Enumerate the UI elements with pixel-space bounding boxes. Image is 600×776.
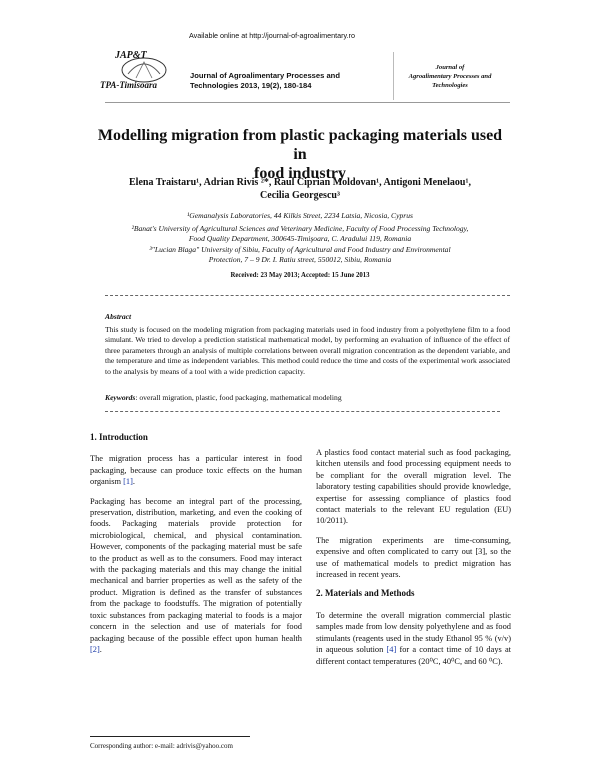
intro-paragraph-2 [90, 496, 302, 656]
methods-p3-text: To determine the overall migration commercial plastic samples made from low density polyethylene and as food stimulants (reagents used in the study Ethanol 95 % (v/v) in aqueous solution [316, 610, 511, 655]
citation-link-1[interactable]: [1] [123, 477, 133, 487]
keywords [105, 393, 510, 402]
intro-p1-end: . [132, 477, 135, 487]
title-line1: Modelling migration from plastic packaging materials used in [97, 127, 503, 163]
logo-text-top: JAP&T [115, 50, 147, 61]
available-online-link[interactable]: Available online at http://journal-of-agroalimentary.ro [189, 31, 355, 40]
right-paragraph-2: The migration experiments are time-consuming, expensive and often complicated to carry out [3], so the use of mathematical models to predict migration has increased in recent years. [316, 535, 511, 580]
header-divider [105, 102, 510, 103]
right-column [316, 447, 511, 675]
affiliation-2 [100, 224, 500, 244]
methods-p3-end: for a contact time of 10 days at different contact temperatures (20⁰C, 40⁰C, and 60 ⁰C). [316, 645, 512, 666]
affiliation-2-line1: ²Banat's University of Agricultural Sciences and Veterinary Medicine, Faculty of Food Processing Technology, [131, 224, 469, 233]
journal-citation-line1: Journal of Agroalimentary Processes and [190, 71, 340, 80]
affiliation-2-line2: Food Quality Department, 300645-Timişoara, C. Aradului 119, Romania [188, 234, 412, 243]
affiliation-3-line1: ³"Lucian Blaga" University of Sibiu, Faculty of Agricultural and Food Industry and Environmental [149, 245, 451, 254]
affiliation-3 [100, 245, 500, 265]
abstract-heading: Abstract [105, 312, 132, 321]
abstract-text: This study is focused on the modeling migration from packaging materials used in food industry from a polyethylene film to a food simulant. We tried to develop a prediction statistical mathematical model, by performing an evaluation of influence of the effect of three parameters through an analysis of multiple correlations between overall migration concentration as the dependent variable, and the temperature and time as independent variables. This method could reduce the time and costs of the experimental work associated to the analysis by means of a tool with a wide prediction capacity. [105, 325, 510, 376]
abstract-bottom-rule [105, 411, 500, 412]
title-line2: food industry [253, 165, 347, 182]
citation-link-4[interactable]: [4] [386, 645, 397, 655]
corresponding-author-footnote: Corresponding author: e-mail: adrivis@yahoo.com [90, 742, 233, 750]
authors-line2: Cecilia Georgescu³ [260, 190, 340, 201]
journal-sidebox [393, 52, 506, 100]
author-list [95, 176, 505, 202]
sidebox-line1: Journal of [435, 64, 465, 71]
affiliation-1: ¹Gemanalysis Laboratories, 44 Kilkis Street, 2234 Latsia, Nicosia, Cyprus [186, 211, 414, 220]
paper-title [90, 126, 510, 183]
footnote-divider [90, 736, 250, 737]
section-heading-materials-methods: 2. Materials and Methods [316, 588, 415, 599]
affiliation-3-line2: Protection, 7 – 9 Dr. I. Ratiu street, 550012, Sibiu, Romania [208, 255, 392, 264]
received-accepted-dates: Received: 23 May 2013; Accepted: 15 June 2013 [230, 272, 370, 279]
right-paragraph-1: A plastics food contact material such as food packaging, kitchen utensils and food processing equipment needs to be compliant for the overall migration level. The laboratory testing capabilities should provide knowledge, expertise for assessing compliance of plastics food contact materials to the relevant EU regulation (EU) 10/2011). [316, 448, 511, 526]
keywords-text: : overall migration, plastic, food packaging, mathematical modeling [135, 393, 342, 402]
logo-text-bottom: TPA-Timisoara [100, 80, 157, 90]
intro-paragraph-1 [90, 453, 302, 487]
intro-p2-end: . [99, 644, 102, 654]
keywords-label: Keywords [105, 393, 136, 402]
journal-citation-line2: Technologies 2013, 19(2), 180-184 [190, 81, 312, 90]
sidebox-line3: Technologies [432, 82, 468, 89]
abstract-top-rule [105, 295, 510, 296]
intro-p2-text: Packaging has become an integral part of the processing, preservation, distribution, marketing, and even the cooking of foods. Packaging materials provide protection for microbiological, chemical, and physical contamination. However, components of the packaging material must be safe to the product as well as to the consumers. Food may interact with the packaging materials and this may change the initial mechanical and barrier properties as well as the safety of the product. Migration is defined as the transfer of substances from the package to foodstuffs. The migration of potentially toxic substances from packaging material to foods is a major concern in the selection and use of materials for food packaging because of the possible effect upon human health [90, 496, 302, 643]
intro-p1-text: The migration process has a particular interest in food packaging, because can produce toxic effects on the human organism [90, 454, 302, 487]
right-paragraph-3 [316, 610, 511, 667]
left-column [90, 432, 302, 663]
citation-link-2[interactable]: [2] [90, 644, 100, 654]
section-heading-introduction: 1. Introduction [90, 432, 148, 442]
authors-line1: Elena Traistaru¹, Adrian Rivis ²*, Raul Ciprian Moldovan¹, Antigoni Menelaou¹, [129, 177, 471, 188]
sidebox-line2: Agroalimentary Processes and [408, 73, 492, 80]
